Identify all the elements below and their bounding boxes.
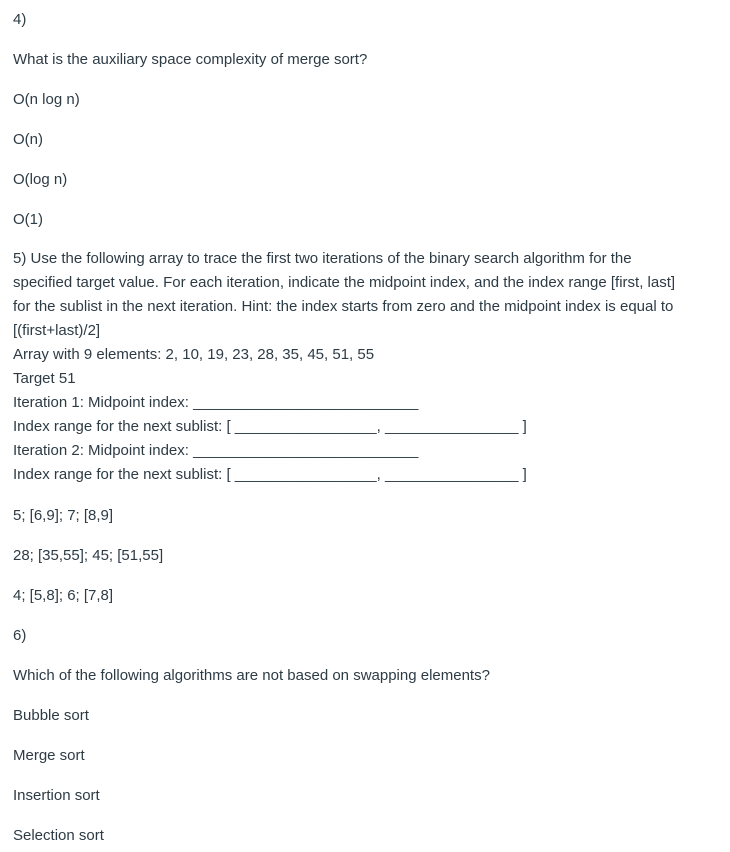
q4-option-1[interactable]: O(n log n) bbox=[13, 91, 80, 108]
question-6-number: 6) bbox=[13, 627, 27, 644]
question-5-line: Iteration 1: Midpoint index: ___________________________ bbox=[13, 394, 419, 411]
q4-option-3[interactable]: O(log n) bbox=[13, 171, 68, 188]
question-6-text: Which of the following algorithms are not based on swapping elements? bbox=[13, 667, 490, 684]
q5-option-3[interactable]: 4; [5,8]; 6; [7,8] bbox=[13, 587, 114, 604]
question-4-number: 4) bbox=[13, 11, 27, 28]
question-5-body bbox=[13, 247, 725, 487]
q6-option-3[interactable]: Insertion sort bbox=[13, 787, 100, 804]
question-5-line: specified target value. For each iteration, indicate the midpoint index, and the index range [first, last] bbox=[13, 274, 676, 291]
q6-option-1[interactable]: Bubble sort bbox=[13, 707, 89, 724]
q4-option-2[interactable]: O(n) bbox=[13, 131, 43, 148]
question-5-line: Array with 9 elements: 2, 10, 19, 23, 28, 35, 45, 51, 55 bbox=[13, 346, 375, 363]
question-4-text: What is the auxiliary space complexity of merge sort? bbox=[13, 51, 368, 68]
question-5-line: for the sublist in the next iteration. Hint: the index starts from zero and the midpoint index is equal to bbox=[13, 298, 674, 315]
q4-option-4[interactable]: O(1) bbox=[13, 211, 43, 228]
q5-option-1[interactable]: 5; [6,9]; 7; [8,9] bbox=[13, 507, 114, 524]
q6-option-4[interactable]: Selection sort bbox=[13, 827, 104, 844]
q5-option-2[interactable]: 28; [35,55]; 45; [51,55] bbox=[13, 547, 164, 564]
question-5-line: [(first+last)/2] bbox=[13, 322, 101, 339]
question-5-line: Index range for the next sublist: [ _________________, ________________ ] bbox=[13, 466, 527, 483]
question-5-line: Iteration 2: Midpoint index: ___________________________ bbox=[13, 442, 419, 459]
question-5-line: Target 51 bbox=[13, 370, 76, 387]
question-5-line: Index range for the next sublist: [ _________________, ________________ ] bbox=[13, 418, 527, 435]
q6-option-2[interactable]: Merge sort bbox=[13, 747, 85, 764]
question-5-line: 5) Use the following array to trace the first two iterations of the binary search algorithm for the bbox=[13, 250, 632, 267]
